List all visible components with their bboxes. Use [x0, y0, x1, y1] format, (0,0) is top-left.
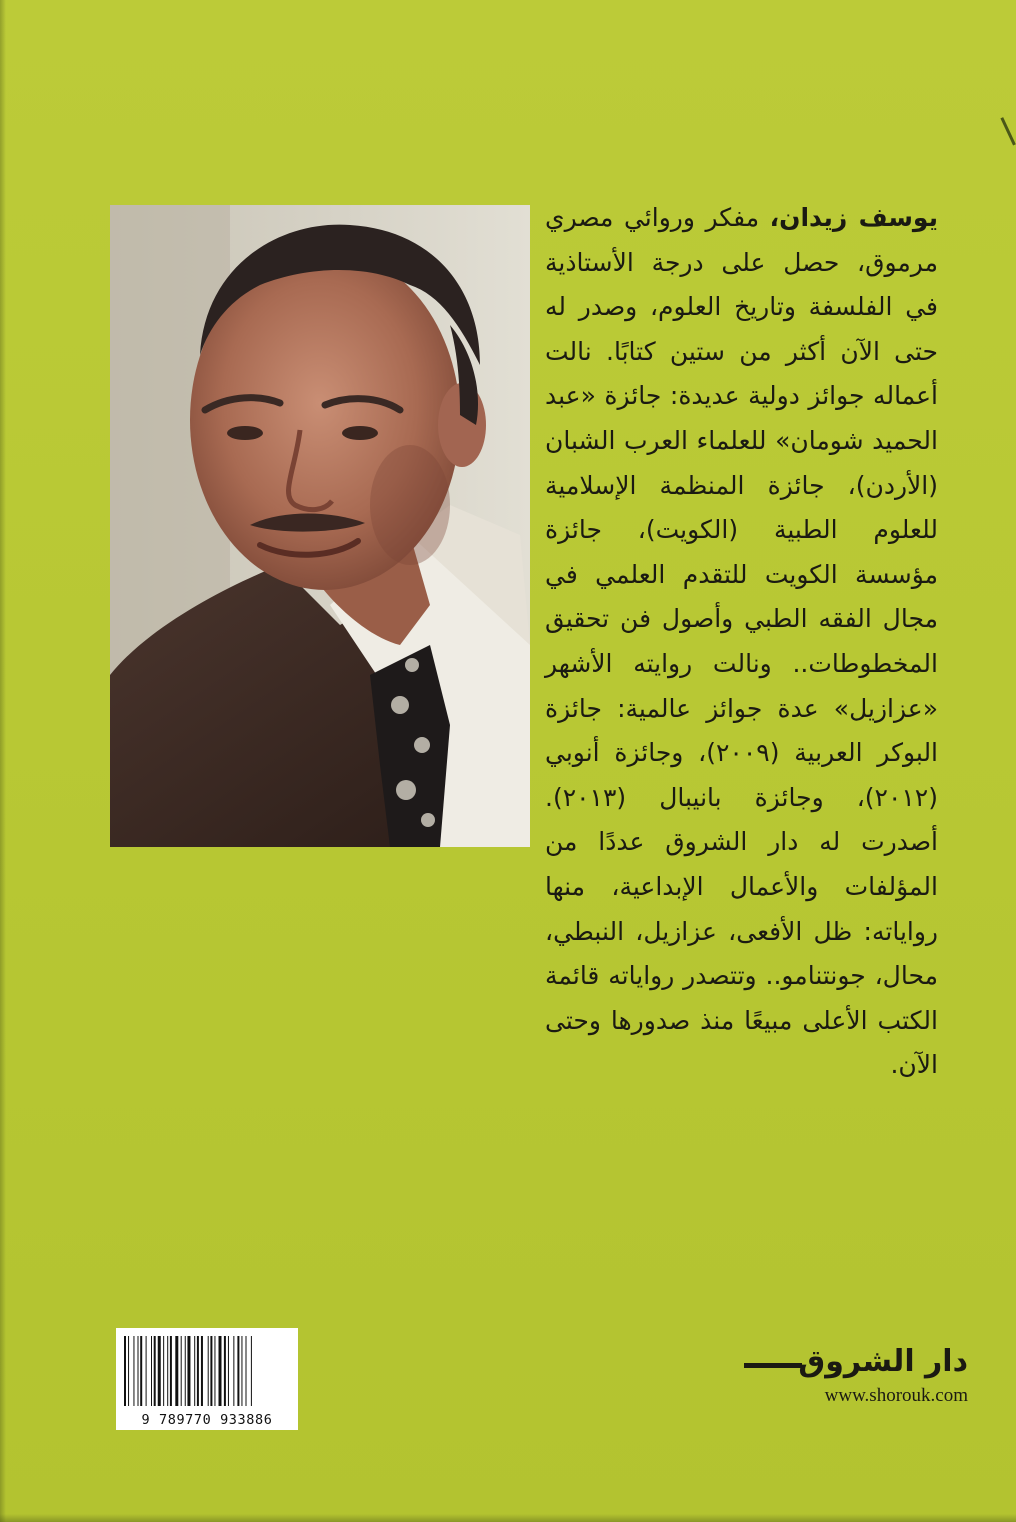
- barcode-bar: [167, 1336, 168, 1406]
- publisher-logo-text: دار الشروق: [798, 1344, 968, 1379]
- isbn-barcode: [116, 1328, 298, 1430]
- barcode-bar: [154, 1336, 156, 1406]
- author-portrait: [110, 205, 530, 847]
- biography-text: مفكر وروائي مصري مرموق، حصل على درجة الأستاذية في الفلسفة وتاريخ العلوم، وصدر له حتى الآن أكثر من ستين كتابًا. نالت أعماله جوائز دولية عديدة: جائزة «عبد الحميد شومان» للعلماء العرب الشبان (الأردن)، جائزة المنظمة الإسلامية للعلوم الطبية (الكويت)، جائزة مؤسسة الكويت للتقدم العلمي في مجال الفقه الطبي وأصول فن تحقيق المخطوطات.. ونالت روايته الأشهر «عزازيل» عدة جوائز عالمية: جائزة البوكر العربية (٢٠٠٩)، وجائزة أنوبي (٢٠١٢)، وجائزة بانيبال (٢٠١٣). أصدرت له دار الشروق عددًا من المؤلفات والأعمال الإبداعية، منها رواياته: ظل الأفعى، عزازيل، النبطي، محال، جونتنامو.. وتتصدر رواياته قائمة الكتب الأعلى مبيعًا منذ صدورها وحتى الآن.: [545, 203, 939, 1080]
- barcode-bars: [124, 1336, 290, 1406]
- cover-edge-shadow: [0, 0, 6, 1522]
- barcode-bar: [214, 1336, 215, 1406]
- barcode-bar: [224, 1336, 226, 1406]
- author-biography: [545, 196, 938, 1088]
- barcode-bar: [251, 1336, 252, 1406]
- barcode-bar: [170, 1336, 172, 1406]
- isbn-number: 9 789770 933886: [141, 1412, 273, 1428]
- barcode-bar: [210, 1336, 212, 1406]
- barcode-bar: [151, 1336, 152, 1406]
- barcode-bar: [146, 1336, 147, 1406]
- barcode-bar: [233, 1336, 234, 1406]
- barcode-bar: [237, 1336, 239, 1406]
- publisher-block: [744, 1345, 968, 1407]
- barcode-bar: [140, 1336, 142, 1406]
- barcode-bar: [246, 1336, 247, 1406]
- barcode-bar: [208, 1336, 209, 1406]
- barcode-bar: [194, 1336, 195, 1406]
- barcode-bar: [181, 1336, 182, 1406]
- publisher-logo: [744, 1345, 968, 1379]
- cover-bottom-edge: [0, 1514, 1016, 1522]
- barcode-bar: [124, 1336, 126, 1406]
- barcode-bar: [175, 1336, 178, 1406]
- barcode-bar: [158, 1336, 161, 1406]
- barcode-bar: [133, 1336, 134, 1406]
- barcode-bar: [197, 1336, 199, 1406]
- barcode-bar: [219, 1336, 222, 1406]
- publisher-website: www.shorouk.com: [824, 1385, 968, 1406]
- logo-underline: [744, 1363, 802, 1368]
- barcode-bar: [128, 1336, 129, 1406]
- barcode-bar: [228, 1336, 229, 1406]
- barcode-bar: [163, 1336, 164, 1406]
- barcode-bar: [138, 1336, 139, 1406]
- author-name: يوسف زيدان،: [769, 203, 938, 232]
- barcode-bar: [185, 1336, 186, 1406]
- barcode-bar: [241, 1336, 242, 1406]
- barcode-bar: [187, 1336, 190, 1406]
- cover-wear-mark: [993, 117, 1016, 149]
- barcode-bar: [201, 1336, 203, 1406]
